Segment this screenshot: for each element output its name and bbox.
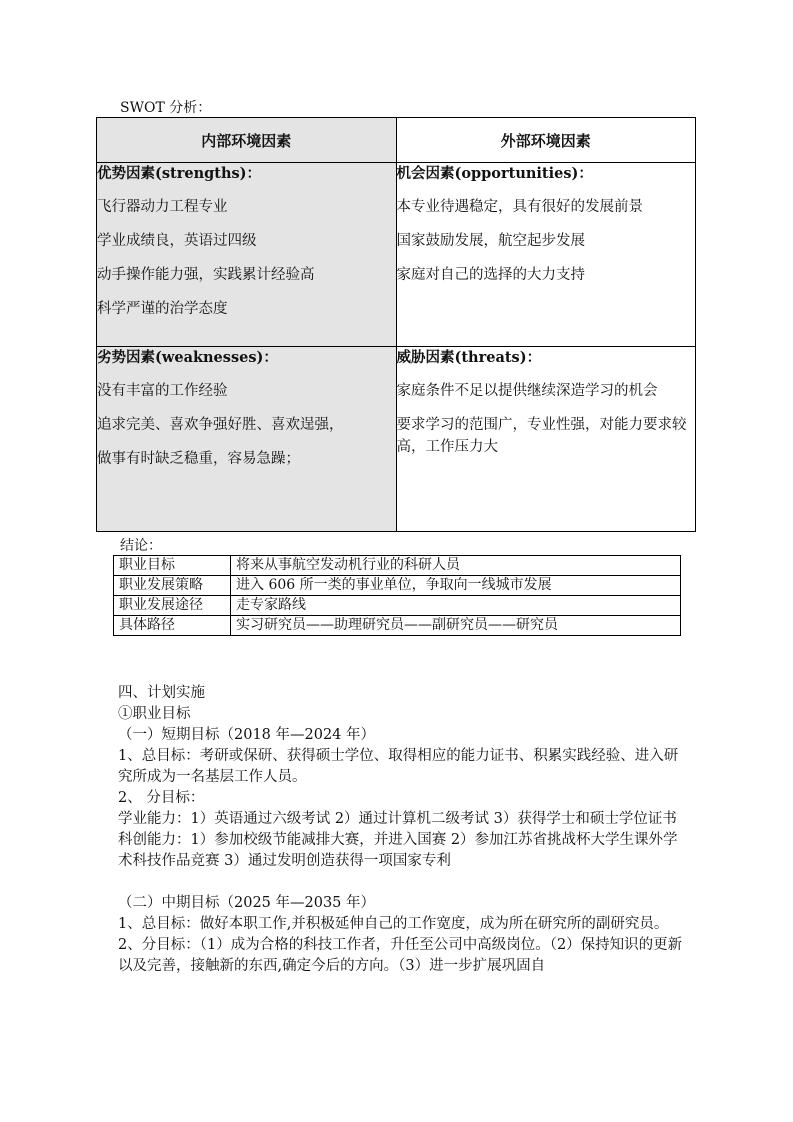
conclusion-table bbox=[113, 555, 681, 636]
threat-item: 家庭条件不足以提供继续深造学习的机会 bbox=[396, 383, 658, 399]
opportunities-cell bbox=[396, 163, 696, 347]
strength-item: 动手操作能力强，实践累计经验高 bbox=[97, 267, 315, 283]
mid-term-total-goal: 1、总目标：做好本职工作,并积极延伸自己的工作宽度，成为所在研究所的副研究员。 bbox=[118, 916, 669, 932]
swot-table bbox=[96, 117, 696, 532]
table-row bbox=[114, 576, 681, 596]
conclusion-value: 实习研究员——助理研究员——副研究员——研究员 bbox=[231, 616, 681, 636]
table-row bbox=[114, 596, 681, 616]
strength-item: 学业成绩良，英语过四级 bbox=[97, 233, 257, 249]
academic-ability: 学业能力：1）英语通过六级考试 2）通过计算机二级考试 3）获得学士和硕士学位证书 bbox=[118, 811, 677, 827]
conclusion-title: 结论： bbox=[120, 538, 162, 554]
threats-cell bbox=[396, 347, 696, 532]
internal-factors-header: 内部环境因素 bbox=[97, 118, 397, 163]
weaknesses-heading: 劣势因素(weaknesses)： bbox=[97, 349, 278, 366]
conclusion-key: 职业发展途径 bbox=[114, 596, 231, 616]
weaknesses-cell bbox=[97, 347, 397, 532]
strengths-heading: 优势因素(strengths)： bbox=[97, 165, 262, 182]
conclusion-value: 走专家路线 bbox=[231, 596, 681, 616]
table-row bbox=[114, 556, 681, 576]
threats-heading: 威胁因素(threats)： bbox=[396, 349, 542, 366]
external-factors-header: 外部环境因素 bbox=[396, 118, 696, 163]
spacer bbox=[118, 872, 688, 893]
short-term-title: （一）短期目标（2018 年—2024 年） bbox=[118, 727, 376, 743]
conclusion-value: 进入 606 所一类的事业单位，争取向一线城市发展 bbox=[231, 576, 681, 596]
section-heading: 四、计划实施 bbox=[118, 685, 205, 701]
conclusion-value: 将来从事航空发动机行业的科研人员 bbox=[231, 556, 681, 576]
opportunities-heading: 机会因素(opportunities)： bbox=[396, 165, 593, 182]
strength-item: 飞行器动力工程专业 bbox=[97, 199, 228, 215]
innovation-ability: 科创能力：1）参加校级节能减排大赛，并进入国赛 2）参加江苏省挑战杯大学生课外学术科技作品竞赛 3）通过发明创造获得一项国家专利 bbox=[118, 832, 678, 869]
conclusion-key: 具体路径 bbox=[114, 616, 231, 636]
short-term-total-goal: 1、总目标：考研或保研、获得硕士学位、取得相应的能力证书、积累实践经验、进入研究所成为一名基层工作人员。 bbox=[118, 748, 679, 785]
weakness-item: 追求完美、喜欢争强好胜、喜欢逞强， bbox=[97, 417, 344, 433]
strengths-cell bbox=[97, 163, 397, 347]
short-term-sub-goal-title: 2、 分目标： bbox=[118, 790, 205, 806]
weakness-item: 做事有时缺乏稳重，容易急躁； bbox=[97, 451, 300, 467]
strength-item: 科学严谨的治学态度 bbox=[97, 301, 228, 317]
subsection-heading: ①职业目标 bbox=[118, 706, 191, 722]
mid-term-sub-goal: 2、分目标：（1）成为合格的科技工作者，升任至公司中高级岗位。（2）保持知识的更新以及完善，接触新的东西,确定今后的方向。（3）进一步扩展巩固自 bbox=[118, 937, 683, 974]
conclusion-key: 职业目标 bbox=[114, 556, 231, 576]
opportunity-item: 家庭对自己的选择的大力支持 bbox=[396, 267, 585, 283]
threat-item: 要求学习的范围广，专业性强，对能力要求较高，工作压力大 bbox=[396, 417, 687, 455]
conclusion-key: 职业发展策略 bbox=[114, 576, 231, 596]
opportunity-item: 本专业待遇稳定，具有很好的发展前景 bbox=[396, 199, 643, 215]
weakness-item: 没有丰富的工作经验 bbox=[97, 383, 228, 399]
table-row bbox=[114, 616, 681, 636]
swot-title: SWOT 分析： bbox=[120, 100, 212, 116]
mid-term-title: （二）中期目标（2025 年—2035 年） bbox=[118, 895, 376, 911]
opportunity-item: 国家鼓励发展，航空起步发展 bbox=[396, 233, 585, 249]
plan-section bbox=[118, 683, 688, 977]
